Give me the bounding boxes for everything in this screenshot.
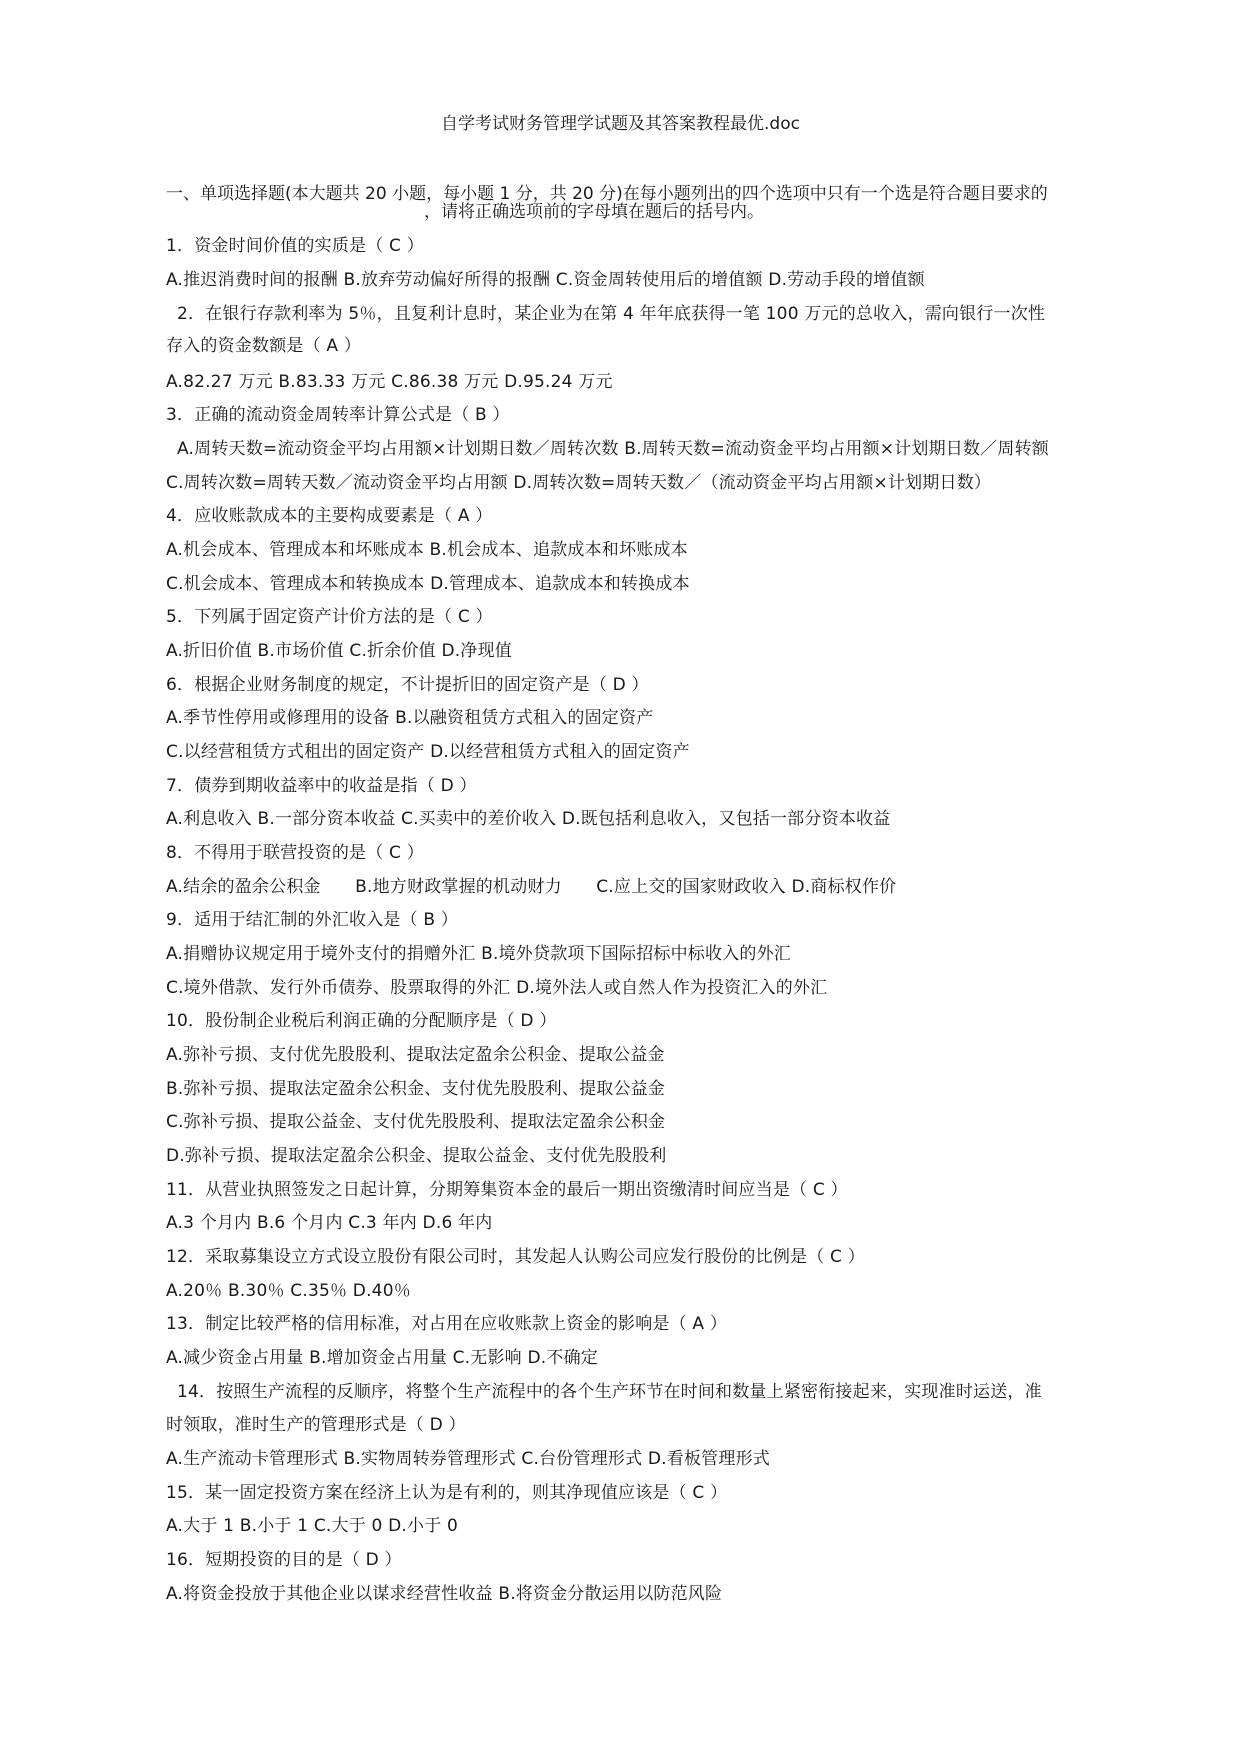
document-title: 自学考试财务管理学试题及其答案教程最优.doc — [441, 114, 800, 134]
question-5: 5．下列属于固定资产计价方法的是（ C ） — [166, 607, 493, 627]
options-9-c-d: C.境外借款、发行外币债券、股票取得的外汇 D.境外法人或自然人作为投资汇入的外汇 — [166, 978, 828, 998]
options-3-c-d: C.周转次数=周转天数／流动资金平均占用额 D.周转次数=周转天数／（流动资金平均占用额×计划期日数） — [166, 473, 992, 493]
question-10: 10．股份制企业税后利润正确的分配顺序是（ D ） — [166, 1011, 557, 1031]
options-4-a-b: A.机会成本、管理成本和坏账成本 B.机会成本、追款成本和坏账成本 — [166, 540, 688, 560]
question-3: 3．正确的流动资金周转率计算公式是（ B ） — [166, 405, 510, 425]
options-13: A.减少资金占用量 B.增加资金占用量 C.无影响 D.不确定 — [166, 1348, 598, 1368]
options-15: A.大于 1 B.小于 1 C.大于 0 D.小于 0 — [166, 1516, 459, 1536]
options-16-a-b: A.将资金投放于其他企业以谋求经营性收益 B.将资金分散运用以防范风险 — [166, 1584, 723, 1604]
options-6-c-d: C.以经营租赁方式租出的固定资产 D.以经营租赁方式租入的固定资产 — [166, 742, 690, 762]
options-4-c-d: C.机会成本、管理成本和转换成本 D.管理成本、追款成本和转换成本 — [166, 574, 690, 594]
options-11: A.3 个月内 B.6 个月内 C.3 年内 D.6 年内 — [166, 1213, 493, 1233]
question-12: 12．采取募集设立方式设立股份有限公司时，其发起人认购公司应发行股份的比例是（ C ） — [166, 1247, 865, 1267]
options-6-a-b: A.季节性停用或修理用的设备 B.以融资租赁方式租入的固定资产 — [166, 708, 654, 728]
question-7: 7．债券到期收益率中的收益是指（ D ） — [166, 776, 477, 796]
options-8: A.结余的盈余公积金 B.地方财政掌握的机动财力 C.应上交的国家财政收入 D.商标权作价 — [166, 877, 897, 897]
option-10-b: B.弥补亏损、提取法定盈余公积金、支付优先股股利、提取公益金 — [166, 1079, 666, 1099]
options-14: A.生产流动卡管理形式 B.实物周转券管理形式 C.台份管理形式 D.看板管理形式 — [166, 1449, 770, 1469]
options-7: A.利息收入 B.一部分资本收益 C.买卖中的差价收入 D.既包括利息收入，又包括一部分资本收益 — [166, 809, 891, 829]
question-8: 8．不得用于联营投资的是（ C ） — [166, 843, 424, 863]
question-14-continued: 时领取，准时生产的管理形式是（ D ） — [166, 1415, 466, 1435]
options-9-a-b: A.捐赠协议规定用于境外支付的捐赠外汇 B.境外贷款项下国际招标中标收入的外汇 — [166, 944, 792, 964]
options-5: A.折旧价值 B.市场价值 C.折余价值 D.净现值 — [166, 641, 512, 661]
options-2: A.82.27 万元 B.83.33 万元 C.86.38 万元 D.95.24 万元 — [166, 372, 613, 392]
question-13: 13．制定比较严格的信用标准，对占用在应收账款上资金的影响是（ A ） — [166, 1314, 728, 1334]
question-9: 9．适用于结汇制的外汇收入是（ B ） — [166, 910, 459, 930]
question-14: 14．按照生产流程的反顺序，将整个生产流程中的各个生产环节在时间和数量上紧密衔接起来，实现准时运送，准 — [177, 1382, 1042, 1402]
question-11: 11．从营业执照签发之日起计算，分期筹集资本金的最后一期出资缴清时间应当是（ C ） — [166, 1180, 848, 1200]
question-1: 1．资金时间价值的实质是（ C ） — [166, 236, 424, 256]
question-2: 2．在银行存款利率为 5％，且复利计息时，某企业为在第 4 年年底获得一笔 100 万元的总收入，需向银行一次性 — [177, 304, 1046, 324]
option-10-a: A.弥补亏损、支付优先股股利、提取法定盈余公积金、提取公益金 — [166, 1045, 665, 1065]
options-12: A.20％ B.30％ C.35％ D.40％ — [166, 1281, 411, 1301]
options-1: A.推迟消费时间的报酬 B.放弃劳动偏好所得的报酬 C.资金周转使用后的增值额 D.劳动手段的增值额 — [166, 270, 925, 290]
question-4: 4．应收账款成本的主要构成要素是（ A ） — [166, 506, 493, 526]
section-heading-continued: ，请将正确选项前的字母填在题后的括号内。 — [424, 202, 764, 222]
question-16: 16．短期投资的目的是（ D ） — [166, 1550, 402, 1570]
question-15: 15．某一固定投资方案在经济上认为是有利的，则其净现值应该是（ C ） — [166, 1483, 728, 1503]
question-2-continued: 存入的资金数额是（ A ） — [166, 336, 362, 356]
section-heading: 一、单项选择题(本大题共 20 小题，每小题 1 分，共 20 分)在每小题列出的四个选项中只有一个选是符合题目要求的 — [166, 184, 1048, 204]
options-3-a-b: A.周转天数=流动资金平均占用额×计划期日数／周转次数 B.周转天数=流动资金平均占用额×计划期日数／周转额 — [177, 439, 1049, 459]
question-6: 6．根据企业财务制度的规定，不计提折旧的固定资产是（ D ） — [166, 675, 649, 695]
option-10-c: C.弥补亏损、提取公益金、支付优先股股利、提取法定盈余公积金 — [166, 1112, 666, 1132]
option-10-d: D.弥补亏损、提取法定盈余公积金、提取公益金、支付优先股股利 — [166, 1146, 667, 1166]
